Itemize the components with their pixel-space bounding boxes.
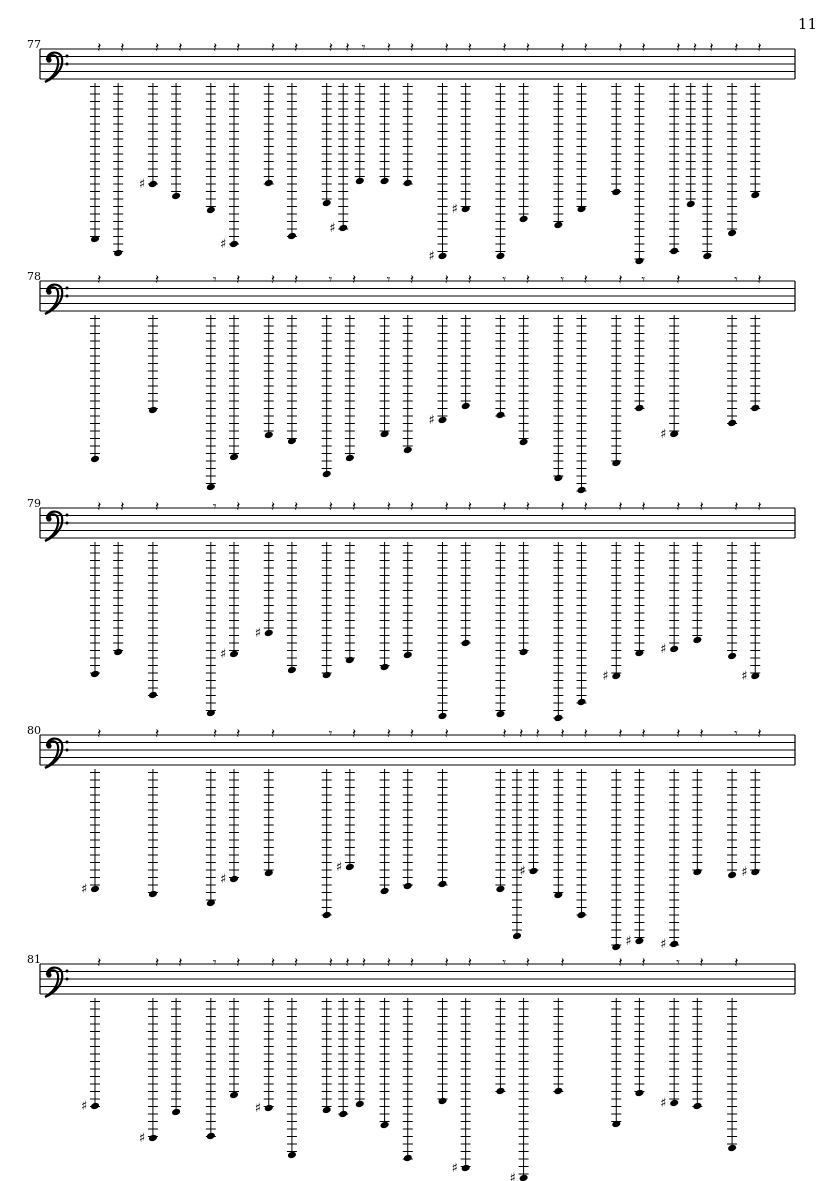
note-head bbox=[438, 1097, 448, 1106]
note-head bbox=[495, 411, 505, 420]
quarter-rest-icon: 𝄽 bbox=[757, 499, 762, 515]
note-head bbox=[611, 188, 621, 197]
quarter-rest-icon: 𝄽 bbox=[560, 726, 565, 742]
quarter-rest-icon: 𝄽 bbox=[734, 955, 739, 971]
note-head bbox=[148, 1134, 158, 1143]
quarter-rest-icon: 𝄽 bbox=[351, 499, 357, 515]
note-head bbox=[577, 486, 587, 495]
note-head bbox=[438, 252, 448, 261]
quarter-rest-icon: 𝄽 bbox=[444, 955, 449, 971]
quarter-rest-icon: 𝄽 bbox=[236, 726, 241, 742]
page-number: 11 bbox=[797, 15, 817, 33]
quarter-rest-icon: 𝄽 bbox=[154, 499, 160, 515]
note-head bbox=[380, 1121, 390, 1130]
note-head bbox=[355, 1100, 365, 1109]
quarter-rest-icon: 𝄽 bbox=[467, 499, 472, 515]
quarter-rest-icon: 𝄽 bbox=[236, 499, 241, 515]
quarter-rest-icon: 𝄽 bbox=[409, 726, 415, 742]
note-head bbox=[553, 474, 563, 483]
quarter-rest-icon: 𝄽 bbox=[293, 40, 299, 56]
eighth-rest-icon: 𝄾 bbox=[641, 272, 646, 288]
quarter-rest-icon: 𝄽 bbox=[525, 955, 530, 971]
staff-svg bbox=[0, 38, 835, 264]
quarter-rest-icon: 𝄽 bbox=[734, 40, 739, 56]
note-head bbox=[634, 1089, 644, 1098]
quarter-rest-icon: 𝄽 bbox=[328, 499, 333, 515]
note-head bbox=[438, 712, 448, 721]
note-head bbox=[438, 416, 448, 425]
quarter-rest-icon: 𝄽 bbox=[178, 40, 183, 56]
sharp-icon: ♯ bbox=[741, 669, 748, 684]
quarter-rest-icon: 𝄽 bbox=[345, 955, 350, 971]
quarter-rest-icon: 𝄽 bbox=[154, 272, 160, 288]
quarter-rest-icon: 𝄽 bbox=[525, 272, 530, 288]
quarter-rest-icon: 𝄽 bbox=[502, 499, 507, 515]
sharp-icon: ♯ bbox=[220, 872, 227, 887]
note-head bbox=[90, 455, 100, 464]
note-head bbox=[577, 698, 587, 707]
note-head bbox=[403, 446, 413, 455]
measure-number: 81 bbox=[27, 953, 41, 966]
note-head bbox=[403, 1154, 413, 1163]
quarter-rest-icon: 𝄽 bbox=[709, 40, 714, 56]
quarter-rest-icon: 𝄽 bbox=[699, 726, 704, 742]
note-head bbox=[338, 1110, 348, 1119]
quarter-rest-icon: 𝄽 bbox=[444, 499, 449, 515]
quarter-rest-icon: 𝄽 bbox=[97, 40, 102, 56]
quarter-rest-icon: 𝄽 bbox=[120, 40, 125, 56]
note-head bbox=[692, 1102, 702, 1111]
note-head bbox=[611, 459, 621, 468]
quarter-rest-icon: 𝄽 bbox=[178, 955, 183, 971]
note-head bbox=[322, 671, 332, 680]
staff-system bbox=[0, 497, 835, 717]
quarter-rest-icon: 𝄽 bbox=[270, 272, 276, 288]
quarter-rest-icon: 𝄽 bbox=[212, 726, 218, 742]
note-head bbox=[355, 177, 365, 186]
note-head bbox=[553, 1087, 563, 1096]
quarter-rest-icon: 𝄽 bbox=[757, 272, 762, 288]
note-head bbox=[727, 652, 737, 661]
quarter-rest-icon: 𝄽 bbox=[583, 40, 588, 56]
sharp-icon: ♯ bbox=[451, 1161, 458, 1176]
quarter-rest-icon: 𝄽 bbox=[525, 40, 530, 56]
quarter-rest-icon: 𝄽 bbox=[502, 40, 507, 56]
note-head bbox=[206, 206, 216, 215]
eighth-rest-icon: 𝄾 bbox=[734, 272, 738, 288]
staff-system bbox=[0, 953, 835, 1181]
sharp-icon: ♯ bbox=[329, 221, 336, 236]
quarter-rest-icon: 𝄽 bbox=[409, 272, 415, 288]
note-head bbox=[611, 943, 621, 952]
note-head bbox=[512, 932, 522, 941]
quarter-rest-icon: 𝄽 bbox=[641, 726, 646, 742]
note-head bbox=[669, 1099, 679, 1108]
quarter-rest-icon: 𝄽 bbox=[734, 499, 739, 515]
sharp-icon: ♯ bbox=[519, 864, 526, 879]
quarter-rest-icon: 𝄽 bbox=[154, 40, 160, 56]
sharp-icon: ♯ bbox=[741, 865, 748, 880]
staff-svg bbox=[0, 953, 835, 1181]
sharp-icon: ♯ bbox=[428, 249, 435, 264]
note-head bbox=[287, 666, 297, 675]
note-head bbox=[113, 648, 123, 657]
note-head bbox=[403, 882, 413, 891]
sharp-icon: ♯ bbox=[660, 1096, 667, 1111]
note-head bbox=[148, 890, 158, 899]
note-head bbox=[495, 885, 505, 894]
eighth-rest-icon: 𝄾 bbox=[502, 272, 507, 288]
note-head bbox=[461, 639, 471, 648]
staff-system bbox=[0, 724, 835, 952]
quarter-rest-icon: 𝄽 bbox=[692, 40, 698, 56]
eighth-rest-icon: 𝄾 bbox=[212, 955, 217, 971]
quarter-rest-icon: 𝄽 bbox=[351, 272, 357, 288]
note-head bbox=[148, 691, 158, 700]
note-head bbox=[264, 1104, 274, 1113]
note-head bbox=[287, 232, 297, 241]
eighth-rest-icon: 𝄾 bbox=[212, 272, 217, 288]
quarter-rest-icon: 𝄽 bbox=[757, 726, 762, 742]
note-head bbox=[634, 404, 644, 413]
eighth-rest-icon: 𝄾 bbox=[676, 955, 680, 971]
quarter-rest-icon: 𝄽 bbox=[351, 726, 357, 742]
quarter-rest-icon: 𝄽 bbox=[236, 955, 241, 971]
quarter-rest-icon: 𝄽 bbox=[583, 499, 588, 515]
quarter-rest-icon: 𝄽 bbox=[699, 499, 704, 515]
sharp-icon: ♯ bbox=[660, 427, 667, 442]
quarter-rest-icon: 𝄽 bbox=[386, 499, 391, 515]
quarter-rest-icon: 𝄽 bbox=[618, 726, 623, 742]
quarter-rest-icon: 𝄽 bbox=[154, 726, 160, 742]
quarter-rest-icon: 𝄽 bbox=[97, 272, 102, 288]
note-head bbox=[669, 940, 679, 949]
quarter-rest-icon: 𝄽 bbox=[583, 272, 588, 288]
note-head bbox=[322, 470, 332, 479]
note-head bbox=[148, 406, 158, 415]
quarter-rest-icon: 𝄽 bbox=[676, 272, 681, 288]
sharp-icon: ♯ bbox=[254, 1101, 262, 1116]
note-head bbox=[90, 885, 100, 894]
note-head bbox=[727, 1144, 737, 1153]
sharp-icon: ♯ bbox=[138, 177, 146, 192]
note-head bbox=[669, 645, 679, 654]
sharp-icon: ♯ bbox=[254, 626, 262, 641]
note-head bbox=[148, 180, 158, 189]
quarter-rest-icon: 𝄽 bbox=[97, 499, 102, 515]
quarter-rest-icon: 𝄽 bbox=[502, 726, 507, 742]
sharp-icon: ♯ bbox=[220, 647, 227, 662]
eighth-rest-icon: 𝄾 bbox=[386, 272, 391, 288]
sharp-icon: ♯ bbox=[335, 860, 343, 875]
note-head bbox=[577, 911, 587, 920]
note-head bbox=[750, 191, 760, 200]
sharp-icon: ♯ bbox=[81, 1099, 88, 1114]
quarter-rest-icon: 𝄽 bbox=[97, 726, 102, 742]
quarter-rest-icon: 𝄽 bbox=[270, 40, 276, 56]
note-head bbox=[438, 880, 448, 889]
measure-number: 80 bbox=[27, 724, 41, 737]
sharp-icon: ♯ bbox=[451, 202, 458, 217]
note-head bbox=[692, 868, 702, 877]
quarter-rest-icon: 𝄽 bbox=[386, 955, 391, 971]
measure-number: 77 bbox=[27, 38, 41, 51]
note-head bbox=[345, 656, 355, 665]
eighth-rest-icon: 𝄾 bbox=[212, 499, 217, 515]
note-head bbox=[553, 221, 563, 230]
note-head bbox=[206, 483, 216, 492]
note-head bbox=[750, 868, 760, 877]
note-head bbox=[264, 629, 274, 638]
quarter-rest-icon: 𝄽 bbox=[444, 272, 449, 288]
quarter-rest-icon: 𝄽 bbox=[328, 40, 333, 56]
quarter-rest-icon: 𝄽 bbox=[699, 955, 704, 971]
note-head bbox=[686, 200, 696, 209]
note-head bbox=[229, 650, 239, 659]
sharp-icon: ♯ bbox=[602, 669, 609, 684]
note-head bbox=[553, 714, 563, 723]
note-head bbox=[634, 257, 644, 266]
note-head bbox=[322, 1106, 332, 1115]
quarter-rest-icon: 𝄽 bbox=[618, 499, 623, 515]
note-head bbox=[113, 249, 123, 258]
note-head bbox=[727, 871, 737, 880]
quarter-rest-icon: 𝄽 bbox=[560, 40, 565, 56]
quarter-rest-icon: 𝄽 bbox=[270, 955, 276, 971]
note-head bbox=[403, 179, 413, 188]
eighth-rest-icon: 𝄾 bbox=[328, 726, 333, 742]
quarter-rest-icon: 𝄽 bbox=[560, 955, 565, 971]
note-head bbox=[229, 240, 239, 249]
quarter-rest-icon: 𝄽 bbox=[270, 499, 276, 515]
sharp-icon: ♯ bbox=[625, 934, 632, 949]
note-head bbox=[322, 199, 332, 208]
note-head bbox=[495, 710, 505, 719]
note-head bbox=[90, 670, 100, 679]
quarter-rest-icon: 𝄽 bbox=[467, 955, 472, 971]
quarter-rest-icon: 𝄽 bbox=[518, 726, 524, 742]
quarter-rest-icon: 𝄽 bbox=[293, 499, 299, 515]
quarter-rest-icon: 𝄽 bbox=[293, 272, 299, 288]
sharp-icon: ♯ bbox=[138, 1131, 146, 1146]
sharp-icon: ♯ bbox=[81, 882, 88, 897]
staff-svg bbox=[0, 724, 835, 952]
quarter-rest-icon: 𝄽 bbox=[270, 726, 276, 742]
quarter-rest-icon: 𝄽 bbox=[409, 955, 415, 971]
measure-number: 78 bbox=[27, 270, 41, 283]
quarter-rest-icon: 𝄽 bbox=[120, 499, 125, 515]
note-head bbox=[338, 224, 348, 233]
note-head bbox=[519, 215, 529, 224]
note-head bbox=[264, 431, 274, 440]
note-head bbox=[264, 179, 274, 188]
quarter-rest-icon: 𝄽 bbox=[641, 499, 646, 515]
measure-number: 79 bbox=[27, 497, 41, 510]
quarter-rest-icon: 𝄽 bbox=[641, 955, 646, 971]
quarter-rest-icon: 𝄽 bbox=[641, 40, 646, 56]
eighth-rest-icon: 𝄾 bbox=[361, 40, 366, 56]
note-head bbox=[495, 1087, 505, 1096]
note-head bbox=[380, 177, 390, 186]
note-head bbox=[692, 636, 702, 645]
staff-svg bbox=[0, 497, 835, 717]
note-head bbox=[380, 663, 390, 672]
sharp-icon: ♯ bbox=[509, 1171, 516, 1181]
quarter-rest-icon: 𝄽 bbox=[618, 955, 623, 971]
quarter-rest-icon: 𝄽 bbox=[236, 272, 241, 288]
note-head bbox=[727, 419, 737, 428]
staff-svg bbox=[0, 270, 835, 490]
note-head bbox=[461, 1164, 471, 1173]
note-head bbox=[495, 252, 505, 261]
quarter-rest-icon: 𝄽 bbox=[97, 955, 102, 971]
eighth-rest-icon: 𝄾 bbox=[560, 272, 565, 288]
quarter-rest-icon: 𝄽 bbox=[583, 726, 588, 742]
note-head bbox=[229, 1091, 239, 1100]
note-head bbox=[345, 863, 355, 872]
note-head bbox=[345, 454, 355, 463]
note-head bbox=[461, 402, 471, 411]
sharp-icon: ♯ bbox=[660, 642, 667, 657]
quarter-rest-icon: 𝄽 bbox=[236, 40, 241, 56]
quarter-rest-icon: 𝄽 bbox=[560, 499, 565, 515]
note-head bbox=[206, 1132, 216, 1141]
note-head bbox=[287, 1151, 297, 1160]
note-head bbox=[519, 438, 529, 447]
quarter-rest-icon: 𝄽 bbox=[535, 726, 540, 742]
note-head bbox=[669, 247, 679, 256]
quarter-rest-icon: 𝄽 bbox=[212, 40, 218, 56]
quarter-rest-icon: 𝄽 bbox=[618, 272, 623, 288]
quarter-rest-icon: 𝄽 bbox=[386, 726, 391, 742]
quarter-rest-icon: 𝄽 bbox=[154, 955, 160, 971]
quarter-rest-icon: 𝄽 bbox=[757, 40, 762, 56]
note-head bbox=[171, 192, 181, 201]
quarter-rest-icon: 𝄽 bbox=[676, 726, 681, 742]
eighth-rest-icon: 𝄾 bbox=[328, 272, 333, 288]
quarter-rest-icon: 𝄽 bbox=[618, 40, 623, 56]
sharp-icon: ♯ bbox=[428, 413, 435, 428]
quarter-rest-icon: 𝄽 bbox=[345, 40, 350, 56]
note-head bbox=[229, 875, 239, 884]
note-head bbox=[750, 404, 760, 413]
note-head bbox=[702, 252, 712, 261]
quarter-rest-icon: 𝄽 bbox=[409, 499, 415, 515]
quarter-rest-icon: 𝄽 bbox=[444, 40, 449, 56]
note-head bbox=[727, 229, 737, 238]
quarter-rest-icon: 𝄽 bbox=[386, 40, 391, 56]
note-head bbox=[634, 937, 644, 946]
staff-system bbox=[0, 38, 835, 264]
quarter-rest-icon: 𝄽 bbox=[676, 40, 681, 56]
quarter-rest-icon: 𝄽 bbox=[467, 272, 472, 288]
quarter-rest-icon: 𝄽 bbox=[676, 499, 681, 515]
note-head bbox=[322, 911, 332, 920]
quarter-rest-icon: 𝄽 bbox=[467, 40, 472, 56]
quarter-rest-icon: 𝄽 bbox=[293, 955, 299, 971]
quarter-rest-icon: 𝄽 bbox=[361, 955, 367, 971]
sharp-icon: ♯ bbox=[220, 237, 227, 252]
note-head bbox=[229, 453, 239, 462]
note-head bbox=[90, 1102, 100, 1111]
note-head bbox=[403, 651, 413, 660]
note-head bbox=[380, 887, 390, 896]
note-head bbox=[171, 1108, 181, 1117]
quarter-rest-icon: 𝄽 bbox=[409, 40, 415, 56]
note-head bbox=[519, 648, 529, 657]
quarter-rest-icon: 𝄽 bbox=[328, 955, 333, 971]
quarter-rest-icon: 𝄽 bbox=[444, 726, 449, 742]
eighth-rest-icon: 𝄾 bbox=[734, 726, 738, 742]
eighth-rest-icon: 𝄾 bbox=[502, 955, 507, 971]
staff-system bbox=[0, 270, 835, 490]
quarter-rest-icon: 𝄽 bbox=[525, 499, 530, 515]
note-head bbox=[529, 867, 539, 876]
sharp-icon: ♯ bbox=[660, 937, 667, 952]
